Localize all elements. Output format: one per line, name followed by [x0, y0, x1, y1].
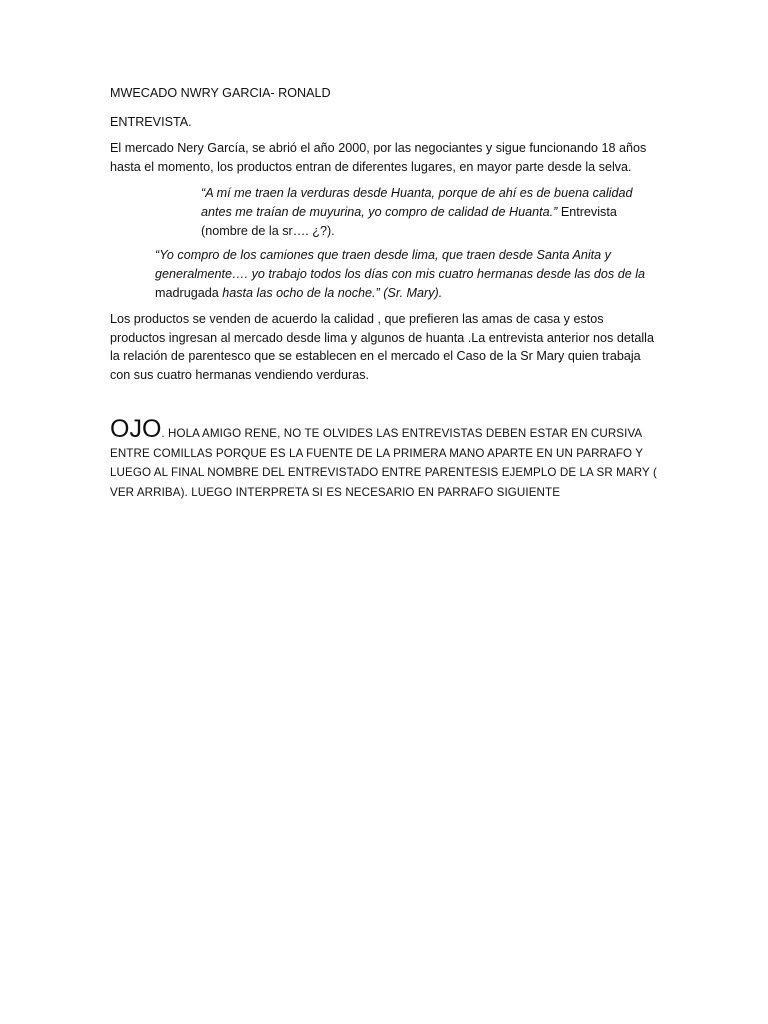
quote-1-text: “A mí me traen la verduras desde Huanta, porque de ahí es de buena calidad antes me traían de muyurina, yo compro de calidad de Huanta.”	[201, 186, 633, 219]
intro-paragraph: El mercado Nery García, se abrió el año 2000, por las negociantes y sigue funcionando 18 años hasta el momento, los productos entran de diferentes lugares, en mayor parte desde la selva.	[110, 141, 647, 174]
quote-2-text-c: hasta las ocho de la noche.” (Sr. Mary).	[218, 286, 443, 300]
note-text: . HOLA AMIGO RENE, NO TE OLVIDES LAS ENTREVISTAS DEBEN ESTAR EN CURSIVA ENTRE COMILLAS PORQUE ES LA FUENTE DE LA PRIMERA MANO APARTE EN UN PARRAFO Y LUEGO AL FINAL NOMBRE DEL ENTREVISTADO ENTRE PARENTESIS EJEMPLO DE LA SR MARY ( VER ARRIBA). LUEGO INTERPRETA SI ES NECESARIO EN PARRAFO SIGUIENTE	[110, 427, 657, 499]
document-title: MWECADO NWRY GARCIA- RONALD	[110, 86, 331, 100]
analysis-paragraph: Los productos se venden de acuerdo la calidad , que prefieren las amas de casa y estos productos ingresan al mercado desde lima y algunos de huanta .La entrevista anterior nos detalla la relación de parentesco que se establecen en el mercado el Caso de la Sr Mary quien trabaja con sus cuatro hermanas vendiendo verduras.	[110, 312, 654, 382]
quote-1-attribution: Entrevista (nombre de la sr…. ¿?).	[201, 205, 617, 238]
quote-2-text-b: madrugada	[155, 286, 219, 300]
interview-quote-2	[155, 246, 655, 303]
note-lead: OJO	[110, 415, 162, 443]
quote-2-text-a: “Yo compro de los camiones que traen desde lima, que traen desde Santa Anita y generalmente…. yo trabajo todos los días con mis cuatro hermanas desde las dos de la	[155, 248, 646, 281]
section-heading: ENTREVISTA.	[110, 115, 192, 129]
interview-quote-1	[201, 184, 641, 241]
reviewer-note	[110, 415, 658, 502]
